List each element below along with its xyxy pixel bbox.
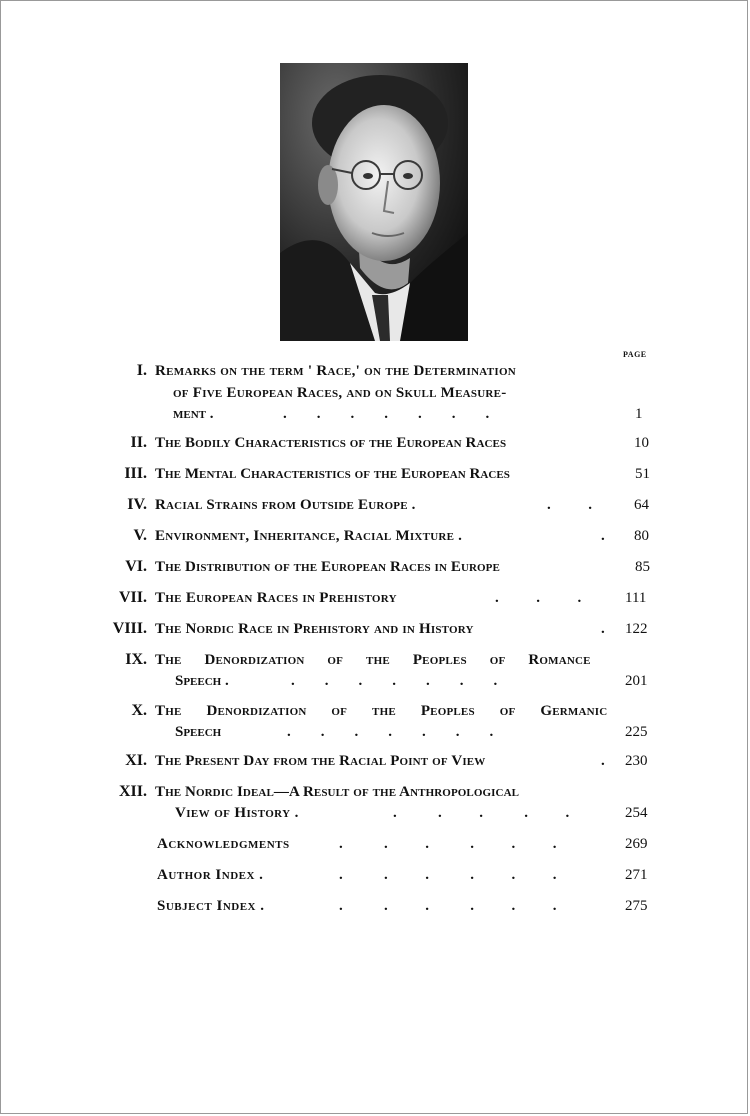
toc-entry (1, 432, 748, 454)
toc-entry (1, 700, 748, 722)
chapter-number: VI. (125, 558, 147, 575)
toc-entry (1, 360, 748, 382)
toc-entry-continuation (1, 382, 748, 404)
chapter-title: The Distribution of the European Races in Europe (155, 559, 500, 575)
page-number: 1 (635, 406, 643, 422)
toc-entry: XI. The Present Day from the Racial Point of View . 230 (1, 750, 748, 772)
chapter-title: of Five European Races, and on Skull Measure- (173, 385, 507, 401)
chapter-title: The European Races in Prehistory (155, 590, 397, 606)
page-number: 201 (625, 673, 648, 689)
toc-entry: VII. The European Races in Prehistory . . . 111 (1, 587, 748, 609)
chapter-number: XII. (118, 783, 147, 800)
page-number: 111 (625, 590, 647, 606)
chapter-title: ment . (173, 406, 214, 422)
page-number: 271 (625, 867, 648, 883)
toc-entry: Author Index . . . . . . . 271 (1, 864, 748, 886)
toc-entry: Acknowledgments . . . . . . 269 (1, 833, 748, 855)
chapter-title: The Present Day from the Racial Point of View (155, 753, 486, 769)
chapter-number: VII. (118, 589, 147, 606)
chapter-title: Speech (175, 724, 222, 740)
page-number: 64 (634, 497, 649, 513)
table-of-contents (1, 1, 748, 1114)
page-number: 230 (625, 753, 648, 769)
toc-entry: VIII. The Nordic Race in Prehistory and in History . 122 (1, 618, 748, 640)
page-column-header: PAGE (623, 350, 647, 359)
chapter-title: The Nordic Ideal—A Result of the Anthropological (155, 784, 520, 800)
chapter-title: The Mental Characteristics of the European Races (155, 466, 510, 482)
toc-entry: Subject Index . . . . . . . 275 (1, 895, 748, 917)
toc-entry: V. Environment, Inheritance, Racial Mixture . . 80 (1, 525, 748, 547)
chapter-number: IX. (125, 651, 147, 668)
chapter-title: Racial Strains from Outside Europe . (155, 497, 416, 513)
toc-entry-continuation: ment . . . . . . . . 1 (1, 403, 748, 425)
toc-entry-continuation: Speech . . . . . . . 225 (1, 721, 748, 743)
page-number: 225 (625, 724, 648, 740)
toc-entry-continuation: View of History . . . . . . 254 (1, 802, 748, 824)
section-title: Author Index . (157, 867, 264, 883)
chapter-number: IV. (127, 496, 147, 513)
chapter-number: XI. (125, 752, 147, 769)
section-title: Subject Index . (157, 898, 265, 914)
toc-entry (1, 463, 748, 485)
page-number: 85 (635, 559, 650, 575)
chapter-number: III. (124, 465, 147, 482)
chapter-number: X. (131, 702, 147, 719)
toc-entry-continuation: Speech . . . . . . . . 201 (1, 670, 748, 692)
chapter-number: V. (133, 527, 147, 544)
page-number: 122 (625, 621, 648, 637)
chapter-number: VIII. (112, 620, 147, 637)
chapter-title: The Denordization of the Peoples of Romance (155, 652, 591, 668)
toc-entry (1, 556, 748, 578)
page-number: 80 (634, 528, 649, 544)
chapter-title: View of History . (175, 805, 299, 821)
chapter-number: II. (130, 434, 147, 451)
chapter-number: I. (136, 362, 147, 379)
page-number: 275 (625, 898, 648, 914)
section-title: Acknowledgments (157, 836, 290, 852)
chapter-title: The Nordic Race in Prehistory and in History (155, 621, 474, 637)
chapter-title: Speech . (175, 673, 229, 689)
chapter-title: The Denordization of the Peoples of Germanic (155, 703, 608, 719)
toc-entry: IV. Racial Strains from Outside Europe . . . 64 (1, 494, 748, 516)
page-number: 254 (625, 805, 648, 821)
page-number: 10 (634, 435, 649, 451)
page-number: 51 (635, 466, 650, 482)
chapter-title: Remarks on the term ' Race,' on the Determination (155, 363, 517, 379)
toc-entry (1, 649, 748, 671)
page-number: 269 (625, 836, 648, 852)
chapter-title: Environment, Inheritance, Racial Mixture . (155, 528, 463, 544)
chapter-title: The Bodily Characteristics of the European Races (155, 435, 507, 451)
toc-entry (1, 781, 748, 803)
